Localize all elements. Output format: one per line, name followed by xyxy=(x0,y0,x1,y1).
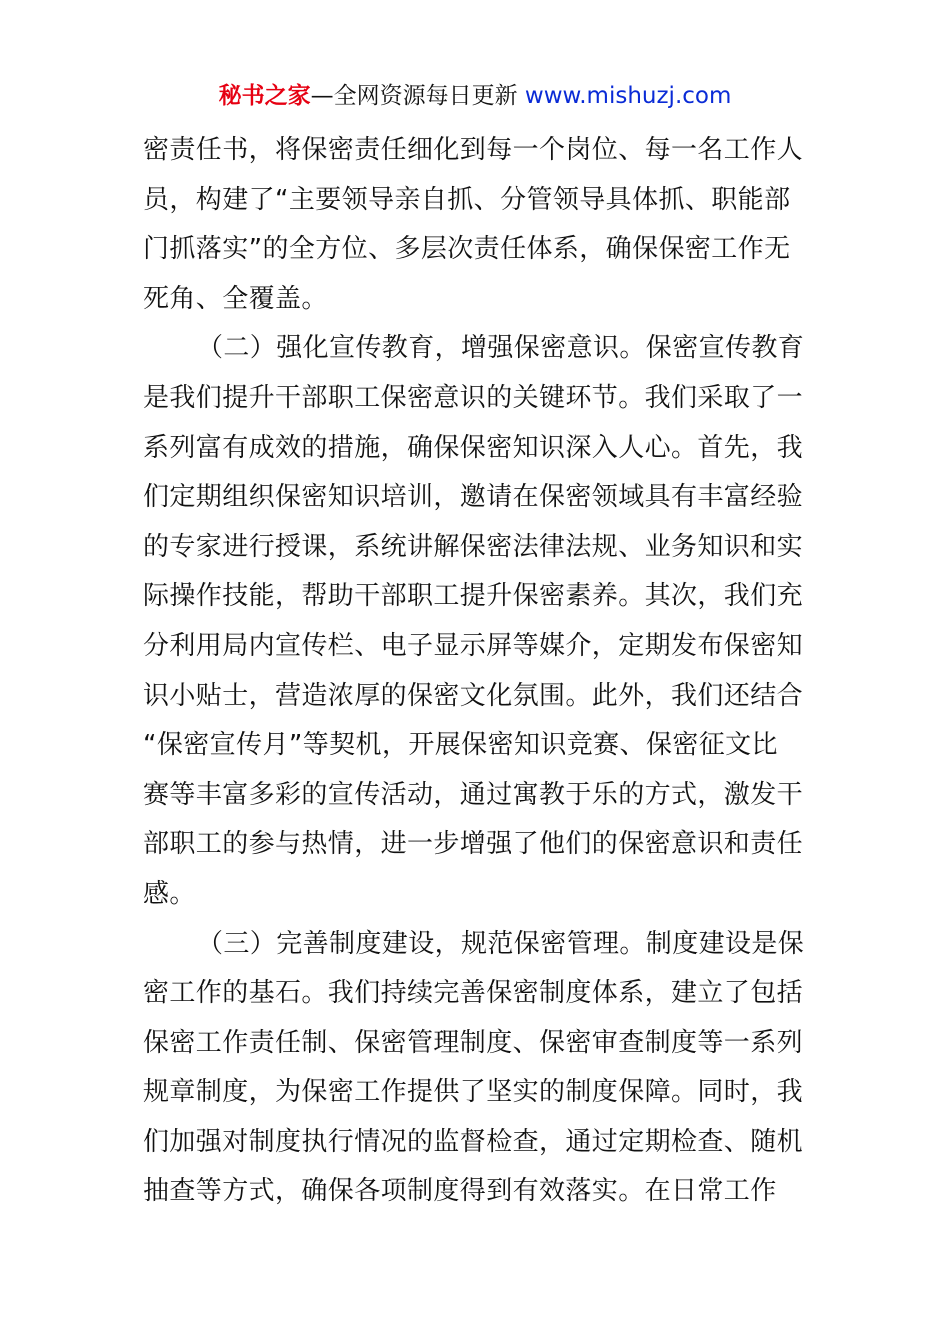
paragraph-line: 员，构建了“主要领导亲自抓、分管领导具体抓、职能部 xyxy=(143,184,791,215)
site-url-link[interactable]: www.mishuzj.com xyxy=(524,83,732,109)
paragraph-line: 保密工作责任制、保密管理制度、保密审查制度等一系列 xyxy=(143,1027,804,1058)
paragraph-line: 赛等丰富多彩的宣传活动，通过寓教于乐的方式，激发干 xyxy=(143,779,804,810)
paragraph-line: 们定期组织保密知识培训，邀请在保密领域具有丰富经验 xyxy=(143,482,804,513)
document-body xyxy=(143,126,807,1217)
paragraph-line: 感。 xyxy=(143,878,196,909)
paragraph-line: 际操作技能，帮助干部职工提升保密素养。其次，我们充 xyxy=(143,581,804,612)
site-brand: 秘书之家 xyxy=(218,83,311,109)
paragraph-line: 部职工的参与热情，进一步增强了他们的保密意识和责任 xyxy=(143,829,804,860)
site-header xyxy=(0,80,950,112)
paragraph-line: 门抓落实”的全方位、多层次责任体系，确保保密工作无 xyxy=(143,234,791,265)
site-tagline: —全网资源每日更新 xyxy=(310,83,525,109)
paragraph-line: 的专家进行授课，系统讲解保密法律法规、业务知识和实 xyxy=(143,531,804,562)
paragraph-line: 分利用局内宣传栏、电子显示屏等媒介，定期发布保密知 xyxy=(143,630,804,661)
paragraph-line: 密工作的基石。我们持续完善保密制度体系，建立了包括 xyxy=(143,978,804,1009)
section-heading-line: （三）完善制度建设，规范保密管理。制度建设是保 xyxy=(197,928,805,959)
paragraph-line: 们加强对制度执行情况的监督检查，通过定期检查、随机 xyxy=(143,1126,804,1157)
paragraph-line: 规章制度，为保密工作提供了坚实的制度保障。同时，我 xyxy=(143,1077,804,1108)
paragraph-line: 是我们提升干部职工保密意识的关键环节。我们采取了一 xyxy=(143,382,804,413)
paragraph-line: 识小贴士，营造浓厚的保密文化氛围。此外，我们还结合 xyxy=(143,680,804,711)
paragraph-line: 系列富有成效的措施，确保保密知识深入人心。首先，我 xyxy=(143,432,804,463)
paragraph-line: 抽查等方式，确保各项制度得到有效落实。在日常工作 xyxy=(143,1176,777,1207)
section-heading-line: （二）强化宣传教育，增强保密意识。保密宣传教育 xyxy=(197,333,805,364)
paragraph-line: 死角、全覆盖。 xyxy=(143,283,328,314)
paragraph-line: “保密宣传月”等契机，开展保密知识竞赛、保密征文比 xyxy=(143,730,778,761)
paragraph-line: 密责任书，将保密责任细化到每一个岗位、每一名工作人 xyxy=(143,135,804,165)
